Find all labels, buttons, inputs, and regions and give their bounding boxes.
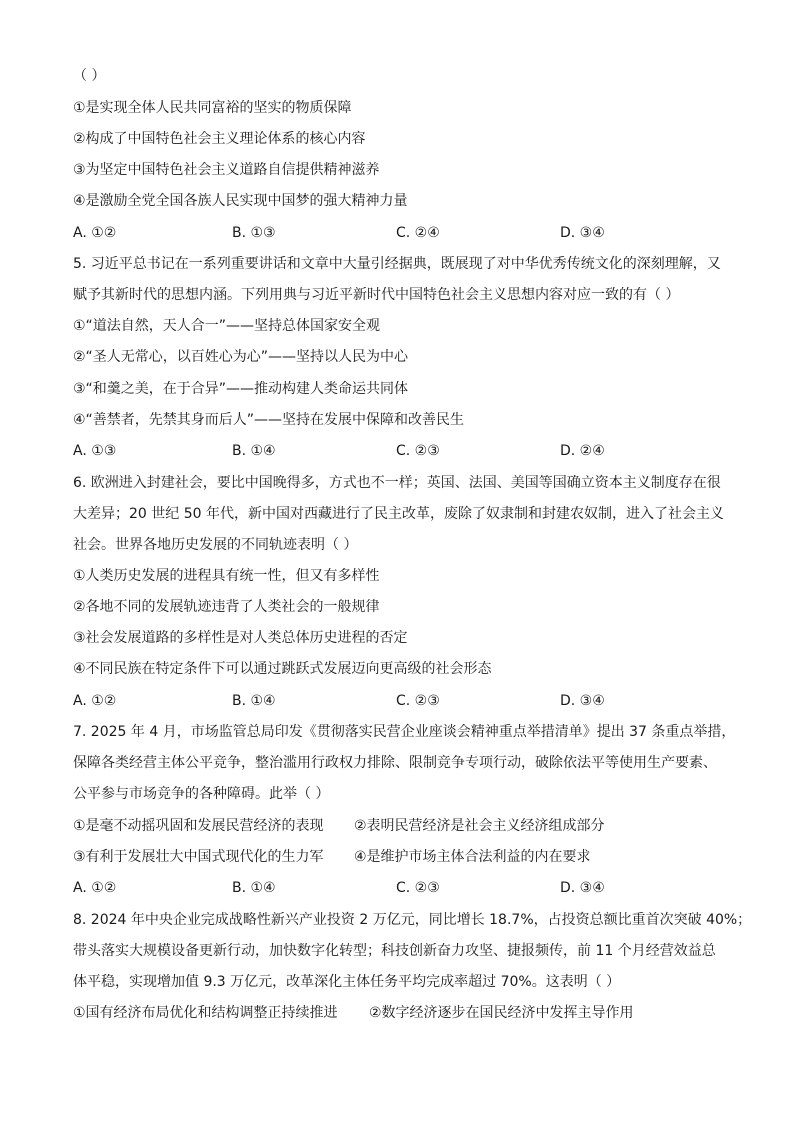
- q5-option-d: D. ②④: [560, 443, 605, 459]
- q6-option-a: A. ①②: [73, 693, 117, 709]
- q7-options: [73, 879, 733, 897]
- q6-item-2: ②各地不同的发展轨迹违背了人类社会的一般规律: [73, 599, 380, 615]
- q5-item-3: ③“和羹之美，在于合异”——推动构建人类命运共同体: [73, 381, 409, 397]
- q7-stem-line-3: 公平参与市场竞争的各种障碍。此举（ ）: [73, 786, 330, 802]
- q6-item-4: ④不同民族在特定条件下可以通过跳跃式发展迈向更高级的社会形态: [73, 661, 492, 677]
- q7-option-a: A. ①②: [73, 880, 117, 896]
- q8-stem-line-3: 体平稳，实现增加值 9.3 万亿元，改革深化主体任务平均完成率超过 70%。这表明（ ）: [73, 974, 621, 990]
- q5-stem-line-2: 赋予其新时代的思想内涵。下列用典与习近平新时代中国特色社会主义思想内容对应一致的有（ ）: [73, 287, 680, 303]
- q7-stem-line-2: 保障各类经营主体公平竞争，整治滥用行政权力排除、限制竞争专项行动，破除依法平等使用生产要素、: [73, 755, 717, 771]
- q5-item-2: ②“圣人无常心，以百姓心为心”——坚持以人民为中心: [73, 349, 409, 365]
- q4-item-2: ②构成了中国特色社会主义理论体系的核心内容: [73, 131, 366, 147]
- q6-option-b: B. ①④: [232, 693, 276, 709]
- q7-item-1: ①是毫不动摇巩固和发展民营经济的表现: [73, 818, 324, 834]
- q7-items-row-2: [73, 848, 733, 866]
- q8-stem-line-1: 8. 2024 年中央企业完成战略性新兴产业投资 2 万亿元，同比增长 18.7%，占投资总额比重首次突破 40%；: [73, 912, 752, 928]
- q5-item-1: ①“道法自然，天人合一”——坚持总体国家安全观: [73, 318, 381, 334]
- q8-item-1: ①国有经济布局优化和结构调整正持续推进: [73, 1005, 338, 1021]
- q6-option-d: D. ③④: [560, 693, 605, 709]
- q4-options: [73, 224, 733, 242]
- q8-items-row-1: [73, 1004, 733, 1022]
- q5-stem-line-1: 5. 习近平总书记在一系列重要讲话和文章中大量引经据典，既展现了对中华优秀传统文化的深刻理解，又: [73, 256, 721, 272]
- q7-items-row-1: [73, 817, 733, 835]
- q4-option-b: B. ①③: [232, 225, 276, 241]
- q7-stem-line-1: 7. 2025 年 4 月，市场监管总局印发《贯彻落实民营企业座谈会精神重点举措清单》提出 37 条重点举措，: [73, 724, 736, 740]
- q5-option-b: B. ①④: [232, 443, 276, 459]
- q4-answer-bracket: （ ）: [73, 68, 106, 84]
- q6-stem-line-2: 大差异；20 世纪 50 年代，新中国对西藏进行了民主改革，废除了奴隶制和封建农奴制，进入了社会主义: [73, 506, 724, 522]
- q8-stem-line-2: 带头落实大规模设备更新行动，加快数字化转型；科技创新奋力攻坚、捷报频传，前 11 个月经营效益总: [73, 943, 716, 959]
- q6-stem-line-1: 6. 欧洲进入封建社会，要比中国晚得多，方式也不一样；英国、法国、美国等国确立资本主义制度存在很: [73, 475, 721, 491]
- q7-option-d: D. ③④: [560, 880, 605, 896]
- q4-option-c: C. ②④: [396, 225, 440, 241]
- q5-options: [73, 442, 733, 460]
- q7-item-4: ④是维护市场主体合法利益的内在要求: [354, 849, 591, 865]
- q4-item-4: ④是激励全党全国各族人民实现中国梦的强大精神力量: [73, 193, 408, 209]
- q4-option-a: A. ①②: [73, 225, 117, 241]
- q6-item-1: ①人类历史发展的进程具有统一性，但又有多样性: [73, 568, 380, 584]
- q4-item-3: ③为坚定中国特色社会主义道路自信提供精神滋养: [73, 162, 380, 178]
- q5-item-4: ④“善禁者，先禁其身而后人”——坚持在发展中保障和改善民生: [73, 412, 465, 428]
- q6-stem-line-3: 社会。世界各地历史发展的不同轨迹表明（ ）: [73, 537, 358, 553]
- q7-option-b: B. ①④: [232, 880, 276, 896]
- q6-options: [73, 692, 733, 710]
- q8-item-2: ②数字经济逐步在国民经济中发挥主导作用: [369, 1005, 634, 1021]
- q6-item-3: ③社会发展道路的多样性是对人类总体历史进程的否定: [73, 630, 408, 646]
- q4-item-1: ①是实现全体人民共同富裕的坚实的物质保障: [73, 100, 352, 116]
- q7-option-c: C. ②③: [396, 880, 440, 896]
- q5-option-a: A. ①③: [73, 443, 117, 459]
- q4-option-d: D. ③④: [560, 225, 605, 241]
- q7-item-2: ②表明民营经济是社会主义经济组成部分: [354, 818, 605, 834]
- q5-option-c: C. ②③: [396, 443, 440, 459]
- q7-item-3: ③有利于发展壮大中国式现代化的生力军: [73, 849, 324, 865]
- q6-option-c: C. ②③: [396, 693, 440, 709]
